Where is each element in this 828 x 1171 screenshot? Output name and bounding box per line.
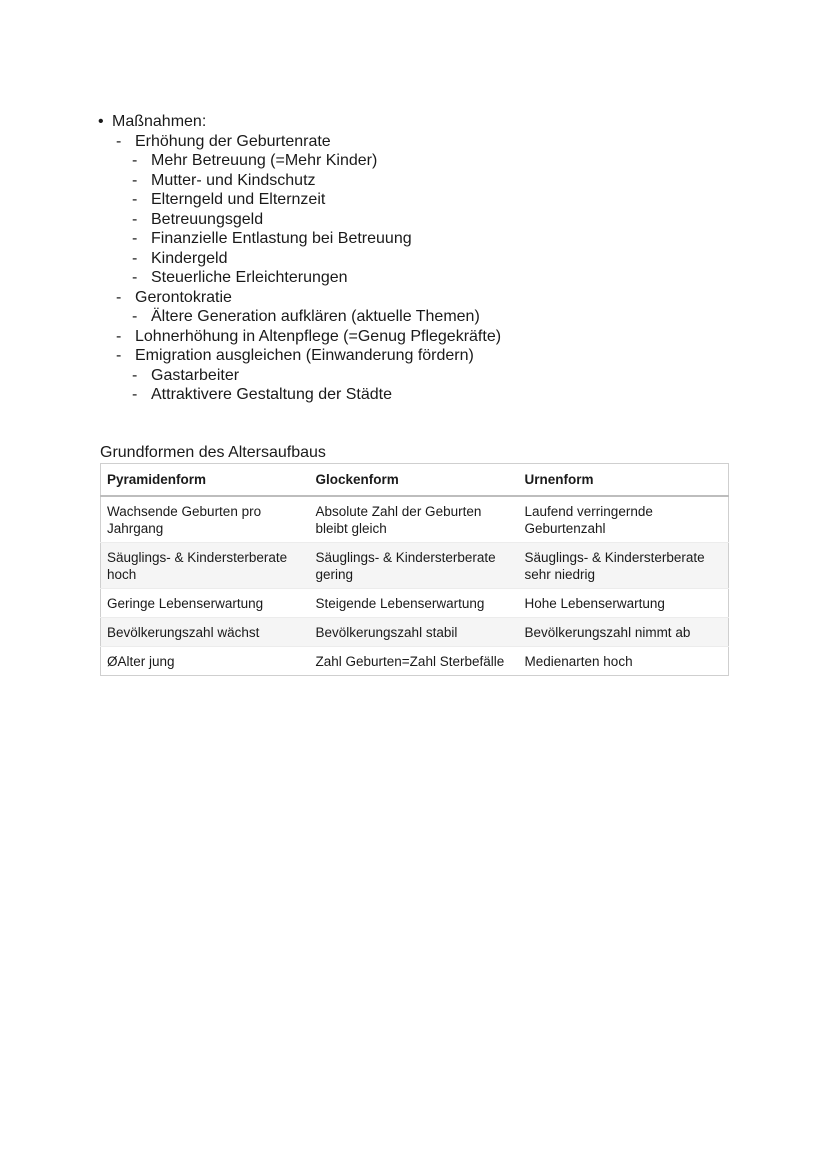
table-cell: Säuglings- & Kindersterberate gering xyxy=(315,550,496,582)
column-header: Urnenform xyxy=(524,472,594,487)
bullet-marker: • xyxy=(98,113,104,130)
dash-marker: - xyxy=(132,249,138,267)
dash-marker: - xyxy=(116,132,122,150)
table-row xyxy=(101,618,729,647)
list-item: - Attraktivere Gestaltung der Städte xyxy=(132,386,393,403)
table-row xyxy=(101,543,729,589)
dash-marker: - xyxy=(132,269,138,286)
dash-marker: - xyxy=(132,308,138,325)
list-item: • Maßnahmen: xyxy=(98,113,207,130)
list-item: - Lohnerhöhung in Altenpflege (=Genug Pflegekräfte) xyxy=(116,327,502,345)
table-row xyxy=(101,496,729,543)
table-header-row xyxy=(101,464,729,497)
list-item: - Erhöhung der Geburtenrate xyxy=(116,132,331,150)
column-header: Pyramidenform xyxy=(107,472,207,487)
dash-marker: - xyxy=(116,288,122,306)
list-item: - Elterngeld und Elternzeit xyxy=(132,191,326,208)
table-cell: Säuglings- & Kindersterberate hoch xyxy=(107,550,288,582)
table-cell: Laufend verringernde Geburtenzahl xyxy=(524,504,653,536)
list-item: - Steuerliche Erleichterungen xyxy=(132,269,348,286)
table-cell: Bevölkerungszahl wächst xyxy=(107,625,260,640)
list-item: - Gastarbeiter xyxy=(132,366,240,384)
dash-marker: - xyxy=(132,171,138,189)
dash-marker: - xyxy=(132,191,138,208)
table-row xyxy=(101,589,729,618)
dash-marker: - xyxy=(116,327,122,345)
table-cell: Wachsende Geburten pro Jahrgang xyxy=(107,504,262,536)
age-structure-table xyxy=(100,463,729,676)
table-cell: Hohe Lebenserwartung xyxy=(524,596,665,611)
table-cell: ØAlter jung xyxy=(107,654,175,669)
measures-outline xyxy=(98,112,738,405)
list-item: - Finanzielle Entlastung bei Betreuung xyxy=(132,230,412,247)
table-cell: Absolute Zahl der Geburten bleibt gleich xyxy=(315,504,482,536)
dash-marker: - xyxy=(132,386,138,403)
list-item: - Gerontokratie xyxy=(116,288,232,306)
dash-marker: - xyxy=(116,347,122,364)
dash-marker: - xyxy=(132,152,138,169)
table-cell: Bevölkerungszahl nimmt ab xyxy=(524,625,691,640)
column-header: Glockenform xyxy=(315,472,399,487)
table-title: Grundformen des Altersaufbaus xyxy=(100,444,326,461)
list-item: - Emigration ausgleichen (Einwanderung fördern) xyxy=(116,347,474,364)
list-item: - Ältere Generation aufklären (aktuelle Themen) xyxy=(132,308,480,325)
table-row xyxy=(101,647,729,676)
table-cell: Bevölkerungszahl stabil xyxy=(315,625,458,640)
table-cell: Zahl Geburten=Zahl Sterbefälle xyxy=(315,654,505,669)
table-cell: Steigende Lebenserwartung xyxy=(315,596,485,611)
dash-marker: - xyxy=(132,210,138,228)
table-cell: Säuglings- & Kindersterberate sehr niedrig xyxy=(524,550,705,582)
list-item: - Mehr Betreuung (=Mehr Kinder) xyxy=(132,152,378,169)
dash-marker: - xyxy=(132,230,138,247)
table-cell: Geringe Lebenserwartung xyxy=(107,596,264,611)
list-item: - Mutter- und Kindschutz xyxy=(132,171,316,189)
table-cell: Medienarten hoch xyxy=(524,654,633,669)
dash-marker: - xyxy=(132,366,138,384)
list-item: - Betreuungsgeld xyxy=(132,210,264,228)
list-item: - Kindergeld xyxy=(132,249,228,267)
